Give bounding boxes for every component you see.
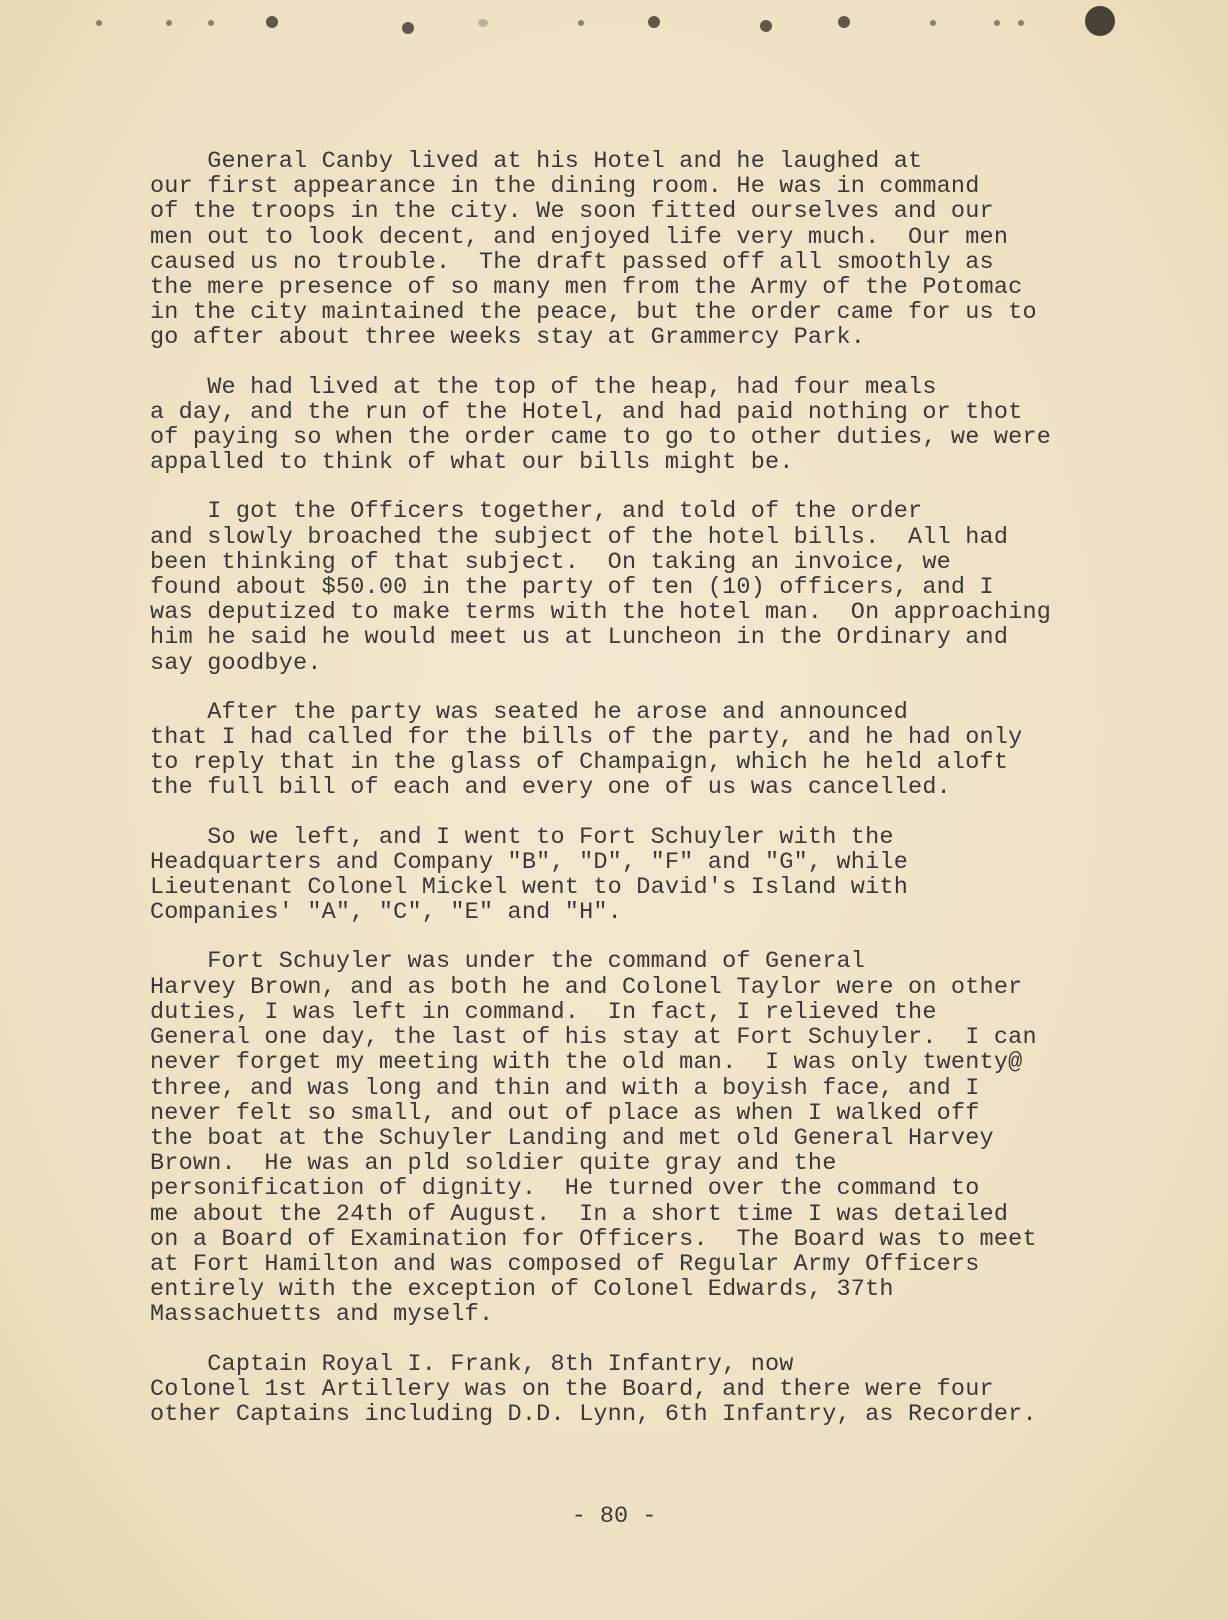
text-line: in the city maintained the peace, but the order came for us to xyxy=(150,299,1037,327)
text-line: three, and was long and thin and with a boyish face, and I xyxy=(150,1074,980,1102)
text-line: caused us no trouble. The draft passed off all smoothly as xyxy=(150,248,994,276)
page-number: - 80 - xyxy=(571,1503,657,1530)
binder-hole xyxy=(208,20,214,26)
text-line: men out to look decent, and enjoyed life very much. Our men xyxy=(150,223,1009,251)
text-line: the mere presence of so many men from the Army of the Potomac xyxy=(150,274,1023,302)
binder-hole xyxy=(166,20,172,26)
text-line: duties, I was left in command. In fact, I relieved the xyxy=(150,998,937,1026)
text-line: our first appearance in the dining room. He was in command xyxy=(150,173,980,201)
binder-hole xyxy=(930,20,936,26)
binder-hole xyxy=(266,16,278,28)
text-line: other Captains including D.D. Lynn, 6th Infantry, as Recorder. xyxy=(150,1400,1037,1428)
binder-hole xyxy=(838,16,850,28)
text-line: of the troops in the city. We soon fitted ourselves and our xyxy=(150,198,994,226)
text-line: Fort Schuyler was under the command of General xyxy=(150,948,866,976)
text-line: of paying so when the order came to go to other duties, we were xyxy=(150,424,1052,452)
paragraph xyxy=(150,825,1090,926)
text-line: Harvey Brown, and as both he and Colonel Taylor were on other xyxy=(150,973,1023,1001)
text-line: After the party was seated he arose and announced xyxy=(150,698,909,726)
paragraph xyxy=(150,149,1090,351)
text-line: never felt so small, and out of place as when I walked off xyxy=(150,1099,980,1127)
text-line: We had lived at the top of the heap, had four meals xyxy=(150,373,937,401)
text-line: General Canby lived at his Hotel and he laughed at xyxy=(150,148,923,175)
text-line: me about the 24th of August. In a short time I was detailed xyxy=(150,1200,1009,1228)
text-line: the boat at the Schuyler Landing and met old General Harvey xyxy=(150,1124,994,1152)
text-line: him he said he would meet us at Luncheon in the Ordinary and xyxy=(150,624,1009,652)
text-line: So we left, and I went to Fort Schuyler with the xyxy=(150,823,894,851)
paragraph xyxy=(150,499,1090,675)
text-line: and slowly broached the subject of the hotel bills. All had xyxy=(150,523,1009,551)
text-line: on a Board of Examination for Officers. The Board was to meet xyxy=(150,1225,1037,1253)
text-line: never forget my meeting with the old man. I was only twenty@ xyxy=(150,1049,1023,1077)
text-line: found about $50.00 in the party of ten (10) officers, and I xyxy=(150,574,994,602)
typed-body-text xyxy=(150,149,1090,1451)
binder-hole xyxy=(1018,20,1024,26)
text-line: Brown. He was an pld soldier quite gray and the xyxy=(150,1150,837,1178)
binder-hole xyxy=(478,19,488,27)
paragraph xyxy=(150,375,1090,476)
text-line: was deputized to make terms with the hotel man. On approaching xyxy=(150,599,1052,627)
paragraph xyxy=(150,1352,1090,1428)
text-line: personification of dignity. He turned over the command to xyxy=(150,1175,980,1203)
text-line: a day, and the run of the Hotel, and had paid nothing or thot xyxy=(150,398,1023,426)
text-line: say goodbye. xyxy=(150,649,322,677)
text-line: go after about three weeks stay at Grammercy Park. xyxy=(150,324,866,352)
binder-hole xyxy=(760,20,772,32)
text-line: at Fort Hamilton and was composed of Regular Army Officers xyxy=(150,1250,980,1278)
text-line: appalled to think of what our bills might be. xyxy=(150,449,794,477)
binder-hole xyxy=(96,20,102,26)
text-line: I got the Officers together, and told of the order xyxy=(150,498,923,526)
binder-hole xyxy=(648,16,660,28)
text-line: Captain Royal I. Frank, 8th Infantry, now xyxy=(150,1350,794,1378)
text-line: entirely with the exception of Colonel Edwards, 37th xyxy=(150,1276,894,1304)
paragraph xyxy=(150,700,1090,801)
text-line: Massachuetts and myself. xyxy=(150,1301,494,1329)
text-line: Lieutenant Colonel Mickel went to David's Island with xyxy=(150,874,909,902)
text-line: Companies' "A", "C", "E" and "H". xyxy=(150,899,622,927)
text-line: General one day, the last of his stay at Fort Schuyler. I can xyxy=(150,1024,1037,1052)
text-line: Headquarters and Company "B", "D", "F" and "G", while xyxy=(150,848,909,876)
binder-hole xyxy=(1085,6,1115,36)
paragraph xyxy=(150,949,1090,1327)
text-line: to reply that in the glass of Champaign, which he held aloft xyxy=(150,749,1009,777)
text-line: Colonel 1st Artillery was on the Board, and there were four xyxy=(150,1375,994,1403)
binder-hole xyxy=(402,22,414,34)
binder-hole xyxy=(578,20,584,26)
text-line: the full bill of each and every one of us was cancelled. xyxy=(150,774,951,802)
binder-hole xyxy=(994,20,1000,26)
text-line: that I had called for the bills of the party, and he had only xyxy=(150,724,1023,752)
text-line: been thinking of that subject. On taking an invoice, we xyxy=(150,548,951,576)
